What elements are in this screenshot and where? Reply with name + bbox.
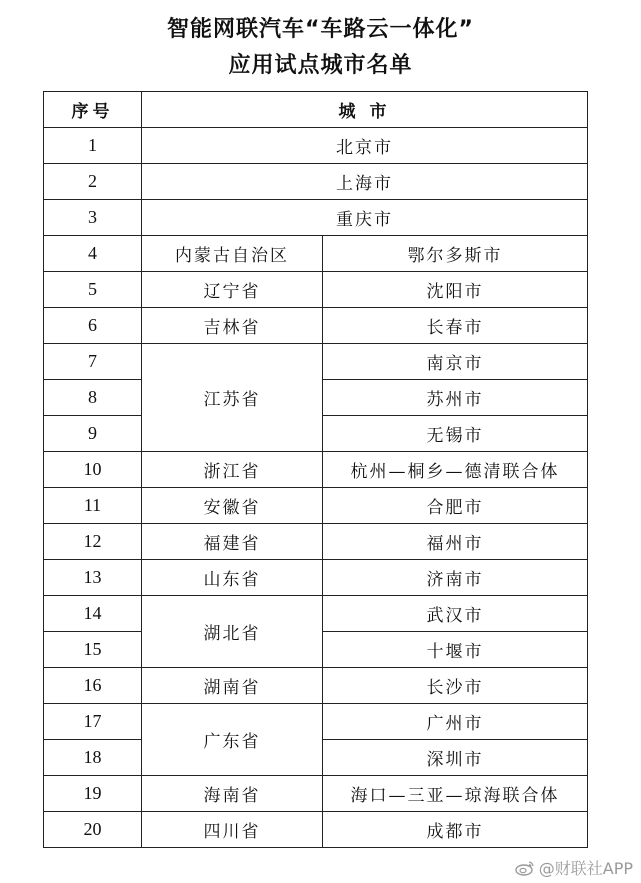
city-cell: 深圳市 bbox=[323, 740, 588, 776]
weibo-icon bbox=[515, 860, 535, 876]
province-cell: 辽宁省 bbox=[142, 272, 323, 308]
pilot-city-table bbox=[43, 91, 588, 848]
table-header-row bbox=[44, 92, 588, 128]
row-number: 5 bbox=[44, 272, 142, 308]
city-cell: 上海市 bbox=[142, 164, 588, 200]
row-number: 19 bbox=[44, 776, 142, 812]
city-cell: 鄂尔多斯市 bbox=[323, 236, 588, 272]
row-number: 11 bbox=[44, 488, 142, 524]
table-row bbox=[44, 164, 588, 200]
row-number: 20 bbox=[44, 812, 142, 848]
city-cell: 合肥市 bbox=[323, 488, 588, 524]
city-cell: 福州市 bbox=[323, 524, 588, 560]
table-row bbox=[44, 596, 588, 632]
province-cell: 四川省 bbox=[142, 812, 323, 848]
watermark-text: @财联社APP bbox=[538, 859, 633, 878]
title-line-1: 智能网联汽车“车路云一体化” bbox=[167, 17, 474, 42]
city-cell: 武汉市 bbox=[323, 596, 588, 632]
province-cell: 湖南省 bbox=[142, 668, 323, 704]
table-row bbox=[44, 308, 588, 344]
table-row bbox=[44, 524, 588, 560]
province-cell: 广东省 bbox=[142, 704, 323, 776]
table-row bbox=[44, 812, 588, 848]
city-cell: 无锡市 bbox=[323, 416, 588, 452]
row-number: 1 bbox=[44, 128, 142, 164]
table-row bbox=[44, 668, 588, 704]
table-row bbox=[44, 272, 588, 308]
city-cell: 广州市 bbox=[323, 704, 588, 740]
city-cell: 长沙市 bbox=[323, 668, 588, 704]
city-cell: 济南市 bbox=[323, 560, 588, 596]
table-row bbox=[44, 776, 588, 812]
city-cell: 北京市 bbox=[142, 128, 588, 164]
row-number: 9 bbox=[44, 416, 142, 452]
city-cell: 苏州市 bbox=[323, 380, 588, 416]
city-cell: 十堰市 bbox=[323, 632, 588, 668]
table-row bbox=[44, 704, 588, 740]
city-cell: 南京市 bbox=[323, 344, 588, 380]
province-cell: 湖北省 bbox=[142, 596, 323, 668]
watermark bbox=[515, 856, 633, 879]
row-number: 8 bbox=[44, 380, 142, 416]
row-number: 2 bbox=[44, 164, 142, 200]
table-row bbox=[44, 560, 588, 596]
table-row bbox=[44, 200, 588, 236]
table-row bbox=[44, 452, 588, 488]
table-row bbox=[44, 128, 588, 164]
row-number: 18 bbox=[44, 740, 142, 776]
row-number: 4 bbox=[44, 236, 142, 272]
header-index: 序号 bbox=[44, 92, 142, 128]
city-cell: 海口—三亚—琼海联合体 bbox=[323, 776, 588, 812]
row-number: 14 bbox=[44, 596, 142, 632]
table-row bbox=[44, 236, 588, 272]
row-number: 6 bbox=[44, 308, 142, 344]
province-cell: 海南省 bbox=[142, 776, 323, 812]
table-row bbox=[44, 488, 588, 524]
province-cell: 福建省 bbox=[142, 524, 323, 560]
province-cell: 吉林省 bbox=[142, 308, 323, 344]
table-row bbox=[44, 344, 588, 380]
city-cell: 成都市 bbox=[323, 812, 588, 848]
row-number: 16 bbox=[44, 668, 142, 704]
province-cell: 内蒙古自治区 bbox=[142, 236, 323, 272]
title-line-2: 应用试点城市名单 bbox=[228, 53, 413, 78]
province-cell: 安徽省 bbox=[142, 488, 323, 524]
province-cell: 浙江省 bbox=[142, 452, 323, 488]
city-cell: 沈阳市 bbox=[323, 272, 588, 308]
city-cell: 杭州—桐乡—德清联合体 bbox=[323, 452, 588, 488]
province-cell: 山东省 bbox=[142, 560, 323, 596]
row-number: 17 bbox=[44, 704, 142, 740]
city-cell: 长春市 bbox=[323, 308, 588, 344]
row-number: 7 bbox=[44, 344, 142, 380]
header-city: 城 市 bbox=[142, 92, 588, 128]
city-cell: 重庆市 bbox=[142, 200, 588, 236]
row-number: 15 bbox=[44, 632, 142, 668]
row-number: 3 bbox=[44, 200, 142, 236]
row-number: 12 bbox=[44, 524, 142, 560]
province-cell: 江苏省 bbox=[142, 344, 323, 452]
row-number: 13 bbox=[44, 560, 142, 596]
row-number: 10 bbox=[44, 452, 142, 488]
